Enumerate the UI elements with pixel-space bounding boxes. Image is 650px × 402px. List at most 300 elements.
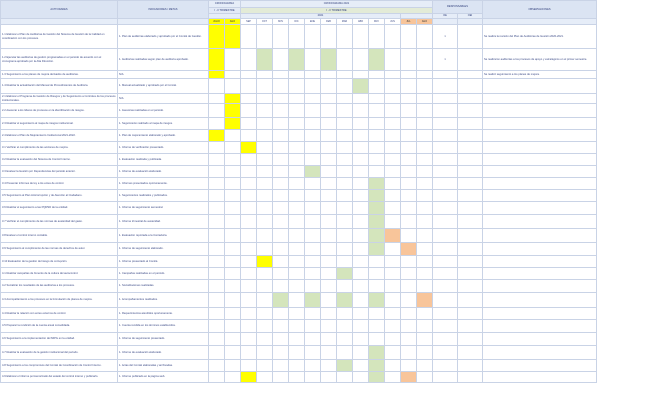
schedule-cell (353, 372, 369, 383)
responsible-cell (458, 25, 483, 49)
schedule-cell (289, 190, 305, 202)
schedule-cell (241, 71, 257, 79)
schedule-cell (401, 346, 417, 360)
schedule-cell (305, 104, 321, 118)
schedule-cell (385, 118, 401, 130)
schedule-cell (257, 280, 273, 293)
observation-cell (483, 268, 597, 280)
responsible-cell: 1 (433, 49, 458, 71)
responsible-cell (433, 229, 458, 243)
schedule-cell (209, 215, 225, 229)
activity-cell: 4.2 Socializar los resultados de las auditorías a los procesos. (1, 280, 118, 293)
schedule-cell (401, 333, 417, 346)
schedule-cell (321, 346, 337, 360)
table-row (1, 243, 597, 256)
schedule-cell (337, 346, 353, 360)
observation-cell (483, 118, 597, 130)
schedule-cell (369, 372, 385, 383)
indicator-cell: 1. Informe trimestral de austeridad. (118, 215, 209, 229)
schedule-cell (241, 154, 257, 166)
schedule-cell (241, 243, 257, 256)
schedule-cell (241, 268, 257, 280)
schedule-cell (321, 280, 337, 293)
schedule-cell (209, 202, 225, 215)
month-label: ENE (305, 19, 321, 25)
schedule-cell (305, 166, 321, 178)
schedule-cell (401, 142, 417, 154)
schedule-cell (225, 202, 241, 215)
schedule-cell (401, 118, 417, 130)
schedule-cell (401, 256, 417, 268)
schedule-cell (273, 79, 289, 94)
schedule-cell (257, 333, 273, 346)
responsible-cell (458, 142, 483, 154)
schedule-cell (273, 280, 289, 293)
schedule-cell (225, 178, 241, 190)
indicator-cell: 1. Plan de auditorías elaborado y aprobado por el Comité de Gestión. (118, 25, 209, 49)
schedule-cell (257, 372, 273, 383)
schedule-cell (353, 202, 369, 215)
schedule-cell (417, 142, 433, 154)
month-label: JUN (385, 19, 401, 25)
indicator-cell: 1. Plan de mejoramiento elaborado y aprobado. (118, 130, 209, 142)
schedule-cell (321, 118, 337, 130)
schedule-cell (417, 79, 433, 94)
schedule-cell (401, 372, 417, 383)
indicator-cell: 1. Evaluación realizada y publicada. (118, 154, 209, 166)
activity-cell: 4.8 Seguimiento a los compromisos del Comité de Coordinación de Control Interno. (1, 360, 118, 372)
schedule-cell (385, 293, 401, 308)
schedule-cell (209, 71, 225, 79)
indicator-cell: 1. Cuenta rendida en los términos establecidos. (118, 320, 209, 333)
schedule-cell (241, 104, 257, 118)
activity-cell: 3.5 Seguimiento al Plan Anticorrupción y de Atención al Ciudadano. (1, 190, 118, 202)
activity-cell: 2.2 Asesorar a los líderes de procesos en la identificación de riesgos. (1, 104, 118, 118)
header-cronograma: CRONOGRAMA (209, 1, 241, 8)
schedule-cell (225, 360, 241, 372)
activity-cell: 4.6 Seguimiento a la implementación del MIPG en la entidad. (1, 333, 118, 346)
schedule-cell (337, 320, 353, 333)
observation-cell (483, 372, 597, 383)
table-row (1, 130, 597, 142)
activity-cell: 3.7 Verificar el cumplimiento de las normas de austeridad del gasto. (1, 215, 118, 229)
schedule-cell (273, 49, 289, 71)
table-row (1, 293, 597, 308)
schedule-cell (257, 118, 273, 130)
schedule-cell (209, 293, 225, 308)
activity-cell: 3.1 Verificar el cumplimiento de las acciones de mejora. (1, 142, 118, 154)
schedule-cell (305, 256, 321, 268)
schedule-cell (353, 215, 369, 229)
schedule-cell (321, 333, 337, 346)
schedule-cell (257, 360, 273, 372)
schedule-cell (337, 256, 353, 268)
schedule-cell (257, 293, 273, 308)
schedule-cell (369, 215, 385, 229)
indicator-cell: 1. Actas del Comité elaboradas y archivadas. (118, 360, 209, 372)
table-row (1, 268, 597, 280)
activity-cell: 4.3 Acompañamiento a los procesos en la formulación de planes de mejora. (1, 293, 118, 308)
table-row (1, 360, 597, 372)
table-row (1, 280, 597, 293)
schedule-cell (385, 49, 401, 71)
schedule-cell (385, 166, 401, 178)
schedule-cell (273, 308, 289, 320)
schedule-cell (417, 308, 433, 320)
month-label: JULIO (209, 19, 225, 25)
schedule-cell (385, 280, 401, 293)
schedule-cell (353, 229, 369, 243)
schedule-cell (209, 94, 225, 104)
responsible-cell (458, 229, 483, 243)
observation-cell (483, 293, 597, 308)
schedule-cell (353, 268, 369, 280)
responsible-cell (433, 333, 458, 346)
indicator-cell: 1. Informe de evaluación elaborado. (118, 166, 209, 178)
schedule-cell (273, 104, 289, 118)
responsible-cell (458, 49, 483, 71)
responsible-cell (458, 118, 483, 130)
schedule-cell (225, 268, 241, 280)
schedule-cell (225, 308, 241, 320)
schedule-cell (321, 256, 337, 268)
responsible-cell (458, 293, 483, 308)
schedule-cell (337, 268, 353, 280)
responsible-cell (458, 308, 483, 320)
schedule-cell (241, 346, 257, 360)
schedule-cell (321, 154, 337, 166)
schedule-cell (209, 49, 225, 71)
responsible-cell (458, 94, 483, 104)
indicator-cell: 1. Informe publicado en la página web. (118, 372, 209, 383)
schedule-cell (225, 142, 241, 154)
schedule-cell (289, 280, 305, 293)
schedule-cell (369, 243, 385, 256)
schedule-cell (385, 190, 401, 202)
schedule-cell (289, 268, 305, 280)
responsible-cell (433, 256, 458, 268)
schedule-cell (417, 372, 433, 383)
schedule-cell (305, 229, 321, 243)
schedule-cell (241, 256, 257, 268)
schedule-cell (273, 94, 289, 104)
schedule-cell (289, 256, 305, 268)
schedule-cell (353, 333, 369, 346)
schedule-cell (401, 190, 417, 202)
month-label: MAR (337, 19, 353, 25)
schedule-cell (289, 215, 305, 229)
activity-cell: 3.3 Evaluar la Gestión por Dependencias del periodo anterior. (1, 166, 118, 178)
schedule-cell (241, 293, 257, 308)
schedule-cell (353, 320, 369, 333)
table-row (1, 229, 597, 243)
activity-cell: 1.2 Ejecutar las auditorías de gestión programadas en el periodo de acuerdo con el cronograma aprobado por la Alta Dirección. (1, 49, 118, 71)
schedule-cell (321, 308, 337, 320)
schedule-cell (369, 256, 385, 268)
responsible-cell (433, 268, 458, 280)
schedule-cell (257, 190, 273, 202)
schedule-cell (321, 25, 337, 49)
schedule-cell (305, 94, 321, 104)
header-year-2021: 2021 (241, 14, 401, 19)
schedule-cell (225, 94, 241, 104)
month-label: AGO (225, 19, 241, 25)
schedule-cell (241, 202, 257, 215)
schedule-cell (273, 229, 289, 243)
indicator-cell: 1. Auditorías realizadas según plan de auditoría aprobado. (118, 49, 209, 71)
schedule-cell (289, 229, 305, 243)
schedule-cell (369, 190, 385, 202)
schedule-cell (241, 280, 257, 293)
schedule-cell (273, 178, 289, 190)
header-sub-2021: I - II TRIMESTRE (241, 8, 433, 14)
schedule-cell (353, 308, 369, 320)
indicator-cell: N/A (118, 94, 209, 104)
schedule-cell (289, 118, 305, 130)
responsible-cell (433, 118, 458, 130)
schedule-cell (209, 154, 225, 166)
indicator-cell: N/A (118, 71, 209, 79)
schedule-cell (225, 25, 241, 49)
responsible-cell (458, 79, 483, 94)
schedule-cell (289, 320, 305, 333)
table-row (1, 49, 597, 71)
activity-cell: 3.6 Realizar el seguimiento a las PQRSD de la entidad. (1, 202, 118, 215)
observation-cell (483, 360, 597, 372)
observation-cell (483, 190, 597, 202)
schedule-cell (209, 190, 225, 202)
schedule-cell (369, 320, 385, 333)
schedule-cell (225, 229, 241, 243)
schedule-cell (257, 25, 273, 49)
schedule-cell (273, 346, 289, 360)
responsible-cell (458, 104, 483, 118)
schedule-cell (369, 142, 385, 154)
schedule-cell (209, 280, 225, 293)
schedule-cell (241, 25, 257, 49)
indicator-cell: 1. Informe de seguimiento semestral. (118, 202, 209, 215)
schedule-cell (401, 293, 417, 308)
observation-cell (483, 215, 597, 229)
observation-cell (483, 308, 597, 320)
schedule-cell (241, 320, 257, 333)
schedule-cell (385, 178, 401, 190)
responsible-cell (458, 215, 483, 229)
observation-cell (483, 142, 597, 154)
header-responsables: RESPONSABLES (433, 1, 483, 14)
schedule-cell (257, 104, 273, 118)
schedule-cell (401, 104, 417, 118)
schedule-cell (241, 49, 257, 71)
responsible-cell (458, 178, 483, 190)
table-row (1, 202, 597, 215)
schedule-cell (225, 71, 241, 79)
activity-cell: 2.4 Elaborar el Plan de Mejoramiento Institucional 2021-2022. (1, 130, 118, 142)
schedule-cell (321, 229, 337, 243)
schedule-cell (289, 49, 305, 71)
activity-cell: 4.4 Realizar la relación con entes externos de control. (1, 308, 118, 320)
schedule-cell (257, 154, 273, 166)
schedule-cell (209, 333, 225, 346)
schedule-cell (305, 25, 321, 49)
schedule-cell (321, 71, 337, 79)
responsible-cell (458, 346, 483, 360)
schedule-cell (273, 118, 289, 130)
schedule-cell (241, 118, 257, 130)
month-label: FEB (321, 19, 337, 25)
responsible-cell (433, 190, 458, 202)
activity-cell: 3.9 Seguimiento al cumplimiento de las normas de derechos de autor. (1, 243, 118, 256)
schedule-cell (257, 256, 273, 268)
schedule-cell (417, 229, 433, 243)
schedule-cell (417, 166, 433, 178)
responsible-cell (458, 360, 483, 372)
schedule-cell (225, 118, 241, 130)
responsible-cell (433, 360, 458, 372)
schedule-cell (209, 25, 225, 49)
responsible-cell (458, 268, 483, 280)
indicator-cell: 1. Campañas realizadas en el periodo. (118, 268, 209, 280)
table-row (1, 190, 597, 202)
table-row (1, 94, 597, 104)
schedule-cell (209, 79, 225, 94)
schedule-cell (305, 215, 321, 229)
observation-cell (483, 154, 597, 166)
month-label: AGO (417, 19, 433, 25)
schedule-cell (353, 25, 369, 49)
schedule-cell (369, 308, 385, 320)
month-label: SEP (241, 19, 257, 25)
schedule-cell (417, 268, 433, 280)
schedule-cell (257, 243, 273, 256)
schedule-cell (337, 229, 353, 243)
schedule-cell (273, 202, 289, 215)
schedule-cell (337, 130, 353, 142)
schedule-cell (401, 320, 417, 333)
responsible-cell (458, 280, 483, 293)
schedule-cell (209, 256, 225, 268)
schedule-cell (321, 360, 337, 372)
table-row (1, 346, 597, 360)
schedule-cell (241, 229, 257, 243)
schedule-cell (401, 268, 417, 280)
schedule-cell (289, 25, 305, 49)
schedule-cell (385, 202, 401, 215)
observation-cell: Se realizaron auditorías a los procesos de apoyo y estratégicos en el primer semestre. (483, 49, 597, 71)
schedule-cell (289, 94, 305, 104)
schedule-cell (241, 308, 257, 320)
schedule-cell (385, 256, 401, 268)
schedule-cell (289, 104, 305, 118)
schedule-cell (369, 118, 385, 130)
activity-cell: 3.2 Realizar la evaluación del Sistema de Control Interno. (1, 154, 118, 166)
responsible-cell (433, 243, 458, 256)
schedule-cell (369, 79, 385, 94)
header-resp-a: OE (433, 14, 458, 19)
table-row (1, 118, 597, 130)
schedule-cell (337, 190, 353, 202)
responsible-cell (433, 142, 458, 154)
responsible-cell (458, 71, 483, 79)
month-label: JUL (401, 19, 417, 25)
schedule-cell (289, 71, 305, 79)
schedule-cell (401, 243, 417, 256)
schedule-cell (225, 215, 241, 229)
schedule-cell (369, 104, 385, 118)
responsible-cell (433, 280, 458, 293)
schedule-cell (385, 79, 401, 94)
schedule-cell (369, 166, 385, 178)
schedule-cell (337, 118, 353, 130)
responsible-cell (433, 94, 458, 104)
schedule-cell (305, 293, 321, 308)
schedule-cell (417, 104, 433, 118)
schedule-cell (305, 202, 321, 215)
schedule-cell (225, 190, 241, 202)
month-label: NOV (273, 19, 289, 25)
schedule-cell (369, 280, 385, 293)
schedule-cell (401, 229, 417, 243)
responsible-cell (458, 243, 483, 256)
schedule-cell (209, 166, 225, 178)
schedule-cell (257, 130, 273, 142)
schedule-cell (305, 190, 321, 202)
schedule-cell (257, 94, 273, 104)
schedule-cell (321, 142, 337, 154)
responsible-cell (458, 256, 483, 268)
indicator-cell: 1. Requerimientos atendidos oportunamente. (118, 308, 209, 320)
observation-cell: Se realizó seguimiento a los planes de mejora. (483, 71, 597, 79)
responsible-cell (458, 166, 483, 178)
schedule-cell (401, 154, 417, 166)
responsible-cell (433, 178, 458, 190)
activity-cell: 1.4 Realizar la actualización del Manual de Procedimientos de Auditoría. (1, 79, 118, 94)
header-sub-2020: I - II TRIMESTRE (209, 8, 241, 14)
schedule-cell (225, 293, 241, 308)
schedule-cell (225, 333, 241, 346)
schedule-cell (257, 178, 273, 190)
indicator-cell: 1. Informes presentados oportunamente. (118, 178, 209, 190)
schedule-cell (305, 372, 321, 383)
schedule-cell (417, 333, 433, 346)
activity-cell: 3.4 Presentar informes de ley a los entes de control. (1, 178, 118, 190)
schedule-cell (369, 293, 385, 308)
schedule-cell (289, 372, 305, 383)
schedule-cell (321, 243, 337, 256)
observation-cell (483, 202, 597, 215)
schedule-cell (369, 94, 385, 104)
schedule-cell (241, 79, 257, 94)
schedule-cell (209, 104, 225, 118)
schedule-cell (337, 178, 353, 190)
schedule-cell (225, 104, 241, 118)
schedule-cell (289, 166, 305, 178)
schedule-cell (353, 130, 369, 142)
schedule-cell (209, 118, 225, 130)
schedule-cell (305, 333, 321, 346)
schedule-cell (289, 142, 305, 154)
schedule-cell (273, 372, 289, 383)
indicator-cell: 1. Socializaciones realizadas. (118, 280, 209, 293)
responsible-cell (458, 320, 483, 333)
schedule-cell (385, 308, 401, 320)
schedule-cell (241, 130, 257, 142)
observation-cell (483, 104, 597, 118)
schedule-cell (225, 243, 241, 256)
schedule-cell (353, 178, 369, 190)
schedule-cell (305, 320, 321, 333)
schedule-cell (369, 49, 385, 71)
